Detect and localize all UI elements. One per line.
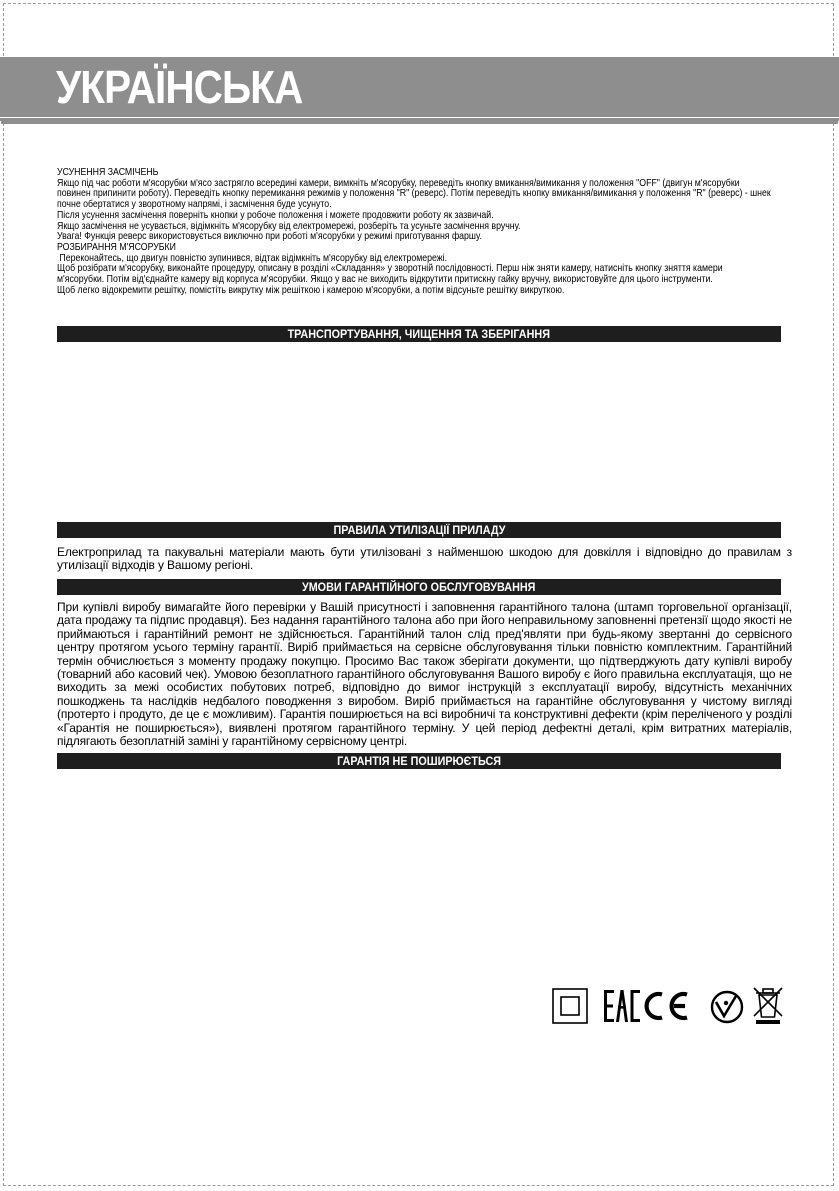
section-header-transport — [57, 326, 781, 342]
section-header-no-warranty — [57, 753, 781, 769]
section-header-disposal — [57, 522, 781, 538]
paragraph: Якщо засмічення не усувається, відімкніть м'ясорубку від електромережі, розберіть та усуньте засмічення вручну. — [57, 220, 521, 232]
language-title: УКРАЇНСЬКА — [56, 61, 303, 113]
double-insulation-icon — [553, 989, 587, 1023]
paragraph: Якщо під час роботи м'ясорубки м'ясо застрягло всередині камери, вимкніть м'ясорубку, переведіть кнопку вмикання/вимикання у положення "OFF" (двигун м'ясорубки повинен припинити роботу). Переведіть кнопку перемикання режимів у положення "R" (реверс). Потім переведіть кнопку вмикання/вимикання у положення "R" (реверс) - шнек почне обертатися у зворотному напрямі, і засмічення буде усунуто. — [57, 177, 771, 211]
troubleshooting-block — [57, 168, 771, 296]
troubleshooting-heading: УСУНЕННЯ ЗАСМІЧЕНЬ — [57, 167, 159, 178]
disposal-text: Електроприлад та пакувальні матеріали мають бути утилізовані з найменшою шкодою для довкілля і відповідно до правилам з утилізації відходів у Вашому регіоні. — [57, 545, 792, 573]
certification-marks — [552, 986, 784, 1026]
paragraph: Щоб легко відокремити решітку, помістіть викрутку між решіткою і камерою м'ясорубки, а потім відсуньте решітку викруткою. — [57, 284, 565, 296]
section-header-warranty — [57, 579, 781, 595]
disassembly-heading: РОЗБИРАННЯ М'ЯСОРУБКИ — [57, 241, 176, 253]
section-title: УМОВИ ГАРАНТІЙНОГО ОБСЛУГОВУВАННЯ — [302, 580, 536, 594]
section-title: ГАРАНТІЯ НЕ ПОШИРЮЄТЬСЯ — [337, 754, 501, 768]
section-title: ТРАНСПОРТУВАННЯ, ЧИЩЕННЯ ТА ЗБЕРІГАННЯ — [287, 327, 551, 341]
ukr-conformity-icon — [712, 992, 742, 1022]
paragraph: Після усунення засмічення поверніть кнопки у робоче положення і можете продовжити роботу як зазвичай. — [57, 209, 494, 221]
ce-mark-icon — [647, 994, 687, 1018]
paragraph: Переконайтесь, що двигун повністю зупинився, відтак відімкніть м'ясорубку від електромережі. — [57, 252, 448, 264]
paragraph: Увага! Функція реверс використовується виключно при роботі м'ясорубки у режимі приготування фаршу. — [57, 231, 482, 243]
paragraph: Щоб розібрати м'ясорубку, виконайте процедуру, описану в розділі «Складання» у зворотній послідовності. Перш ніж зняти камеру, натисніть кнопку зняття камери м'ясорубки. Потім від'єднайте камеру від корпуса м'ясорубки. Якщо у вас не виходить відкрутити притискну гайку вручну, використовуйте для цього інструменти. — [57, 263, 723, 286]
language-banner-underline — [0, 118, 839, 121]
warranty-text: При купівлі виробу вимагайте його перевірки у Вашій присутності і заповнення гарантійного талона (штамп торговельної організації, дата продажу та підпис продавця). Без надання гарантійного талона або при його неправильному заповненні претензії щодо якості не приймаються і гарантійний ремонт не здійснюється. Гарантійний талон слід пред'являти при будь-якому звертанні до сервісного центру протягом усього терміну гарантії. Виріб приймається на сервісне обслуговування тільки повністю комплектним. Гарантійний термін обчислюється з моменту продажу покупцю. Просимо Вас також зберігати документи, що підтверджують дату купівлі виробу (товарний або касовий чек). Умовою безоплатного гарантійного обслуговування Вашого виробу є його правильна експлуатація, що не виходить за межі особистих побутових потреб, відповідно до вимог інструкцій з експлуатації виробу, відсутність механічних пошкоджень та наслідків недбалого поводження з виробом. Виріб приймається на гарантійне обслуговування у чистому вигляді (протерто і продуто, де це є можливим). Гарантія поширюється на всі виробничі та конструктивні дефекти (крім переліченого у розділі «Гарантія не поширюється»), виявлені протягом гарантійного терміну. У цей період дефектні деталі, крім витратних матеріалів, підлягають безоплатній заміні у гарантійному сервісному центрі. — [57, 600, 792, 749]
crossed-bin-icon — [754, 988, 782, 1024]
eac-mark-icon — [604, 990, 640, 1022]
section-title: ПРАВИЛА УТИЛІЗАЦІЇ ПРИЛАДУ — [333, 523, 505, 537]
